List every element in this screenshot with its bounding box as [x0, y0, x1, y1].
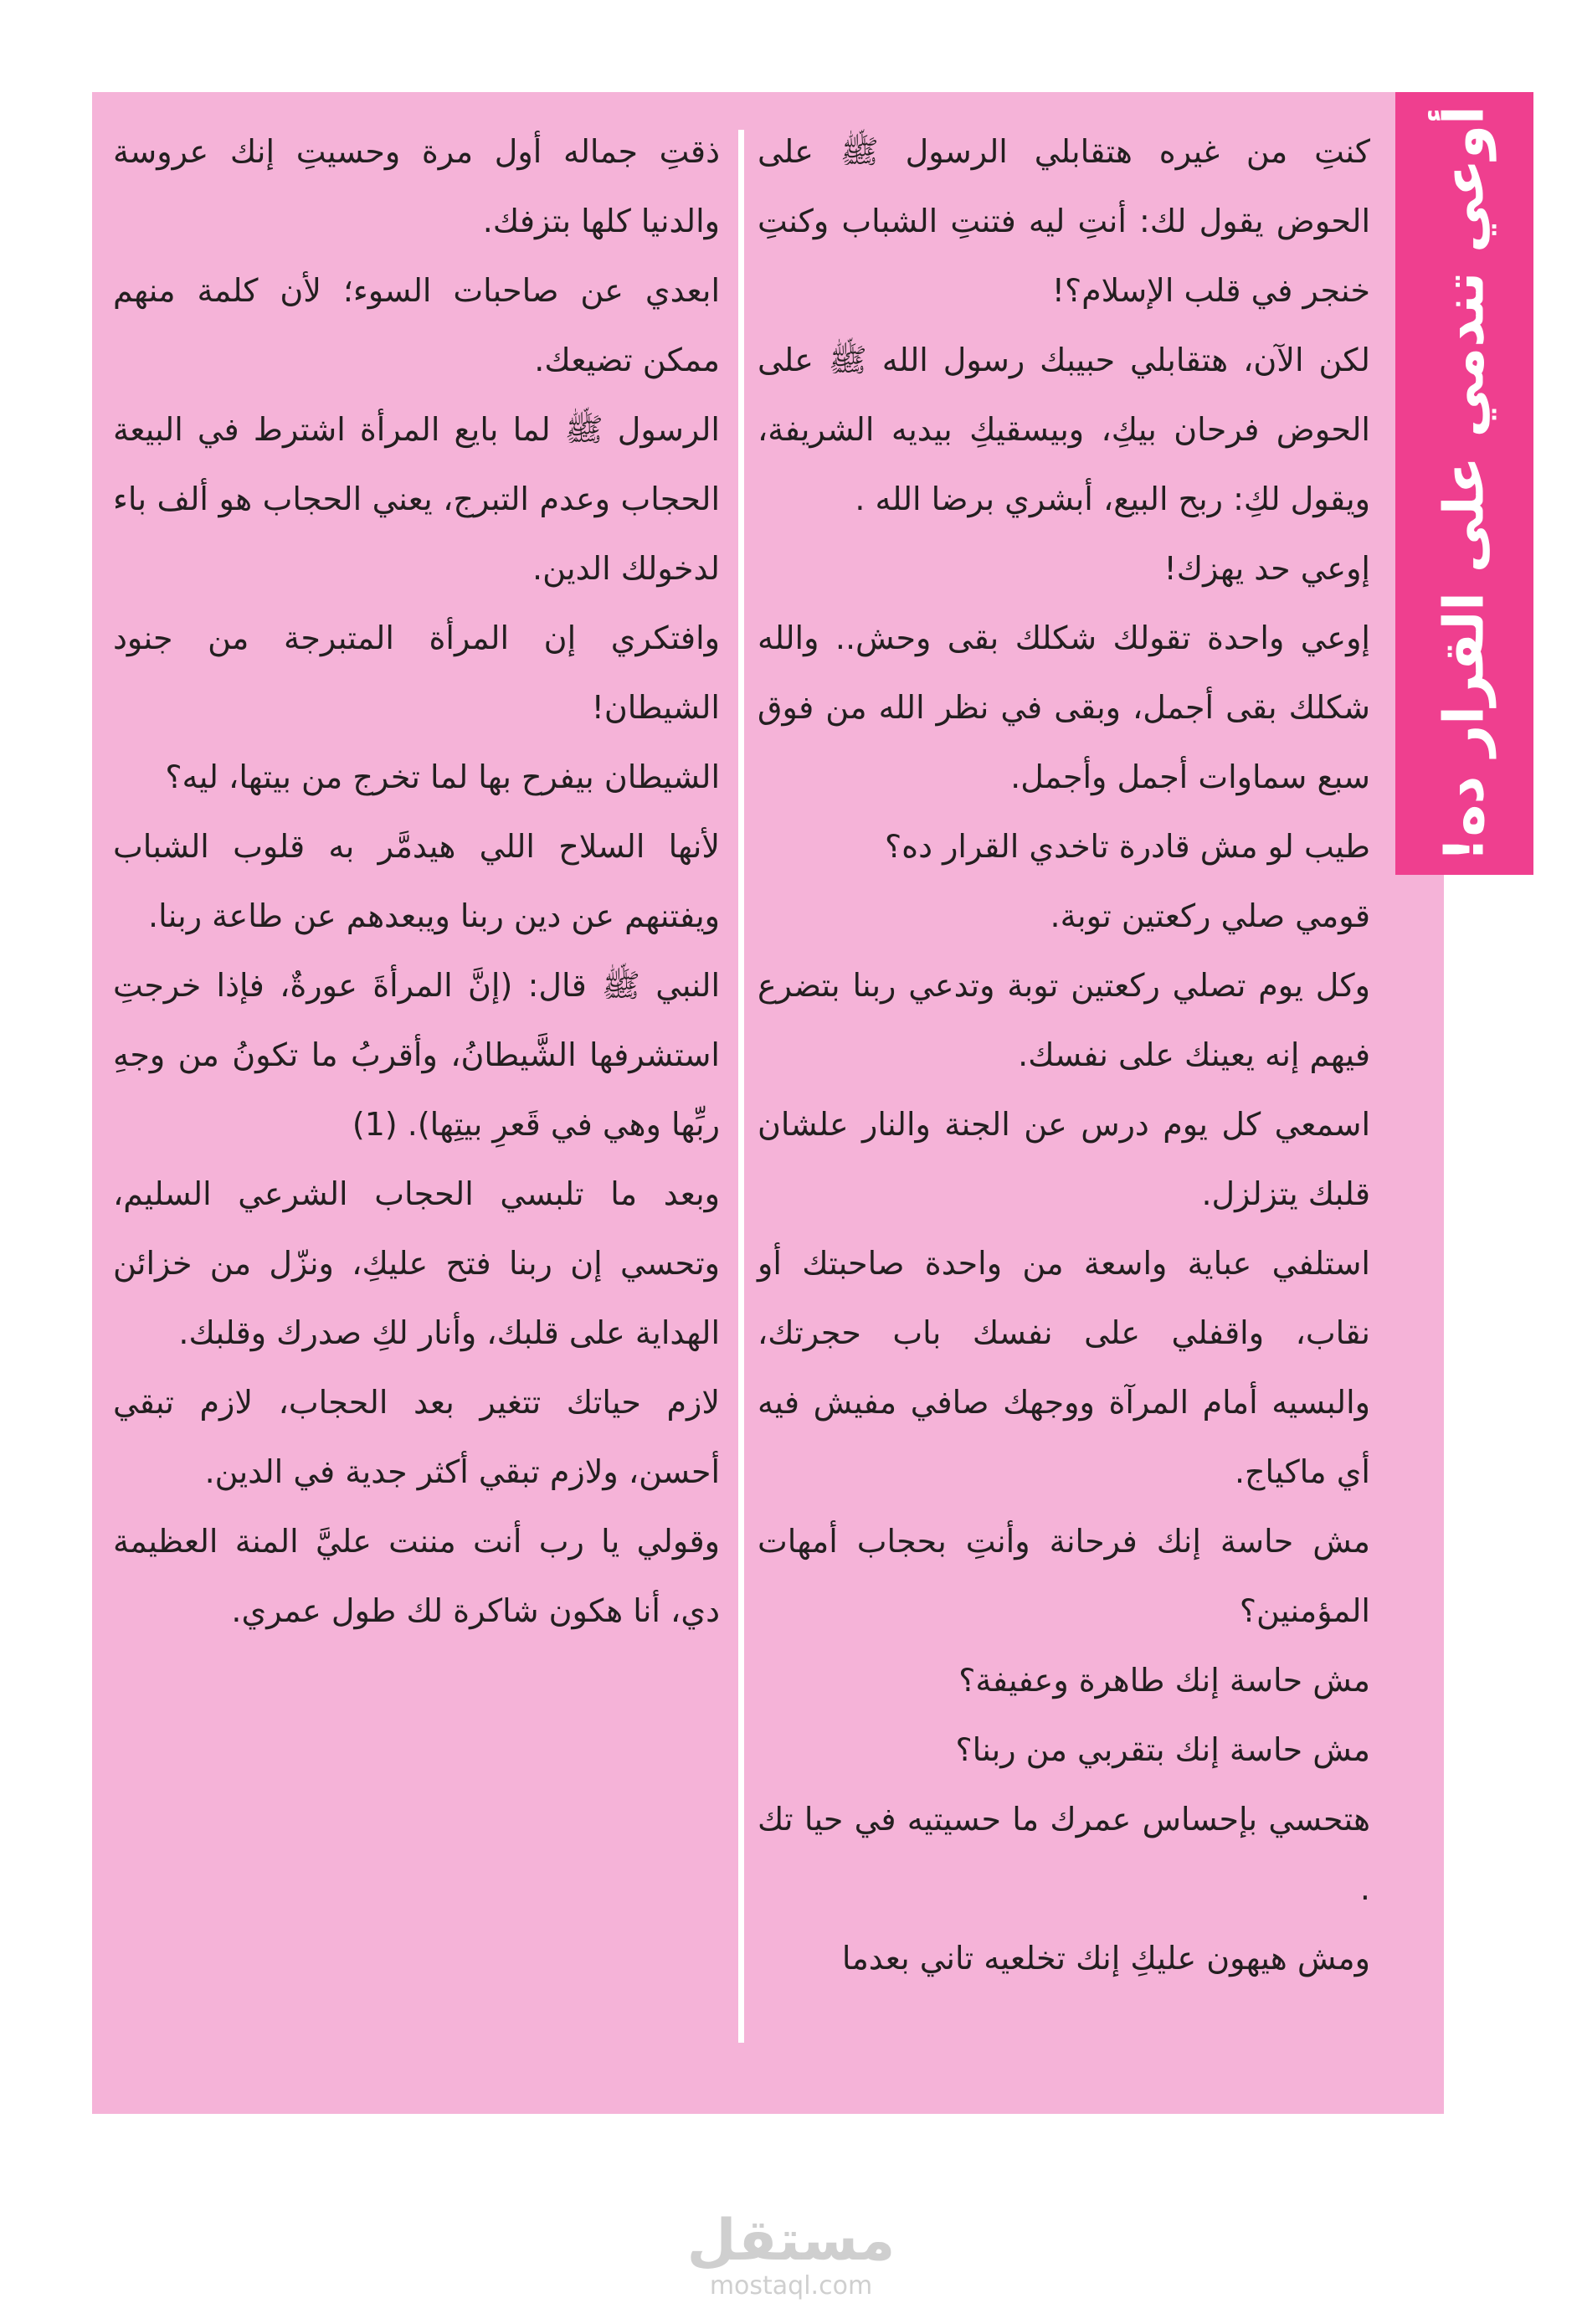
paragraph: هتحسي بإحساس عمرك ما حسيتيه في حيا تك .: [758, 1801, 1370, 1907]
paragraph: لكن الآن، هتقابلي حبيبك رسول الله ﷺ على الحوض فرحان بيكِ، وبيسقيكِ بيديه الشريفة، ويقول لكِ: ربح البيع، أبشري برضا الله .: [758, 342, 1370, 517]
paragraph: مش حاسة إنك طاهرة وعفيفة؟: [958, 1662, 1370, 1699]
paragraph: استلفي عباية واسعة من واحدة صاحبتك أو نقاب، واقفلي على نفسك باب حجرتك، والبسيه أمام المرآة ووجهك صافي مفيش فيه أي ماكياج.: [758, 1245, 1370, 1490]
paragraph: وقولي يا رب أنت مننت عليَّ المنة العظيمة دي، أنا هكون شاكرة لك طول عمري.: [113, 1523, 720, 1629]
title-band: [1395, 92, 1533, 875]
paragraph: ومش هيهون عليكِ إنك تخلعيه تاني بعدما: [841, 1940, 1370, 1977]
paragraph: قومي صلي ركعتين توبة.: [1050, 897, 1370, 934]
paragraph: طيب لو مش قادرة تاخدي القرار ده؟: [884, 828, 1370, 865]
watermark-url: mostaql.com: [709, 2271, 873, 2301]
paragraph: وبعد ما تلبسي الحجاب الشرعي السليم، وتحسي إن ربنا فتح عليكِ، ونزّل من خزائن الهداية على قلبك، وأنار لكِ صدرك وقلبك.: [113, 1175, 720, 1351]
paragraph: مش حاسة إنك بتقربي من ربنا؟: [955, 1731, 1370, 1768]
paragraph: كنتِ من غيره هتقابلي الرسول ﷺ على الحوض يقول لك: أنتِ ليه فتنتِ الشباب وكنتِ خنجر في قلب الإسلام؟!: [758, 133, 1370, 309]
paragraph: إوعي واحدة تقولك شكلك بقى وحش.. والله شكلك بقى أجمل، وبقى في نظر الله من فوق سبع سماوات أجمل وأجمل.: [758, 620, 1370, 795]
paragraph: وافتكري إن المرأة المتبرجة من جنود الشيطان!: [113, 620, 720, 726]
right-column: [758, 117, 1370, 1993]
paragraph: الشيطان بيفرح بها لما تخرج من بيتها، ليه؟: [165, 758, 720, 795]
watermark-logo-text: مستقل: [686, 2208, 896, 2274]
paragraph: وكل يوم تصلي ركعتين توبة وتدعي ربنا بتضرع فيهم إنه يعينك على نفسك.: [758, 967, 1370, 1073]
paragraph: الرسول ﷺ لما بايع المرأة اشترط في البيعة الحجاب وعدم التبرج، يعني الحجاب هو ألف باء لدخولك الدين.: [113, 411, 720, 587]
paragraph: اسمعي كل يوم درس عن الجنة والنار علشان قلبك يتزلزل.: [758, 1106, 1370, 1212]
paragraph: ابعدي عن صاحبات السوء؛ لأن كلمة منهم ممكن تضيعك.: [113, 272, 720, 378]
paragraph: مش حاسة إنك فرحانة وأنتِ بحجاب أمهات المؤمنين؟: [758, 1523, 1370, 1629]
paragraph: لأنها السلاح اللي هيدمَّر به قلوب الشباب ويفتنهم عن دين ربنا ويبعدهم عن طاعة ربنا.: [113, 828, 720, 934]
column-divider: [738, 130, 744, 2043]
paragraph: لازم حياتك تتغير بعد الحجاب، لازم تبقي أحسن، ولازم تبقي أكثر جدية في الدين.: [113, 1384, 720, 1490]
paragraph: النبي ﷺ قال: (إنَّ المرأةَ عورةٌ، فإذا خرجتِ استشرفها الشَّيطانُ، وأقربُ ما تكونُ من وجهِ ربِّها وهي في قَعرِ بيتِها). (1): [113, 967, 720, 1143]
paragraph: إوعي حد يهزك!: [1163, 550, 1370, 587]
paragraph: ذقتِ جماله أول مرة وحسيتِ إنك عروسة والدنيا كلها بتزفك.: [113, 133, 720, 239]
left-column: [113, 117, 720, 1646]
page-title: أوعي تندمي على القرار ده!: [1431, 105, 1497, 862]
watermark: [687, 2210, 896, 2301]
